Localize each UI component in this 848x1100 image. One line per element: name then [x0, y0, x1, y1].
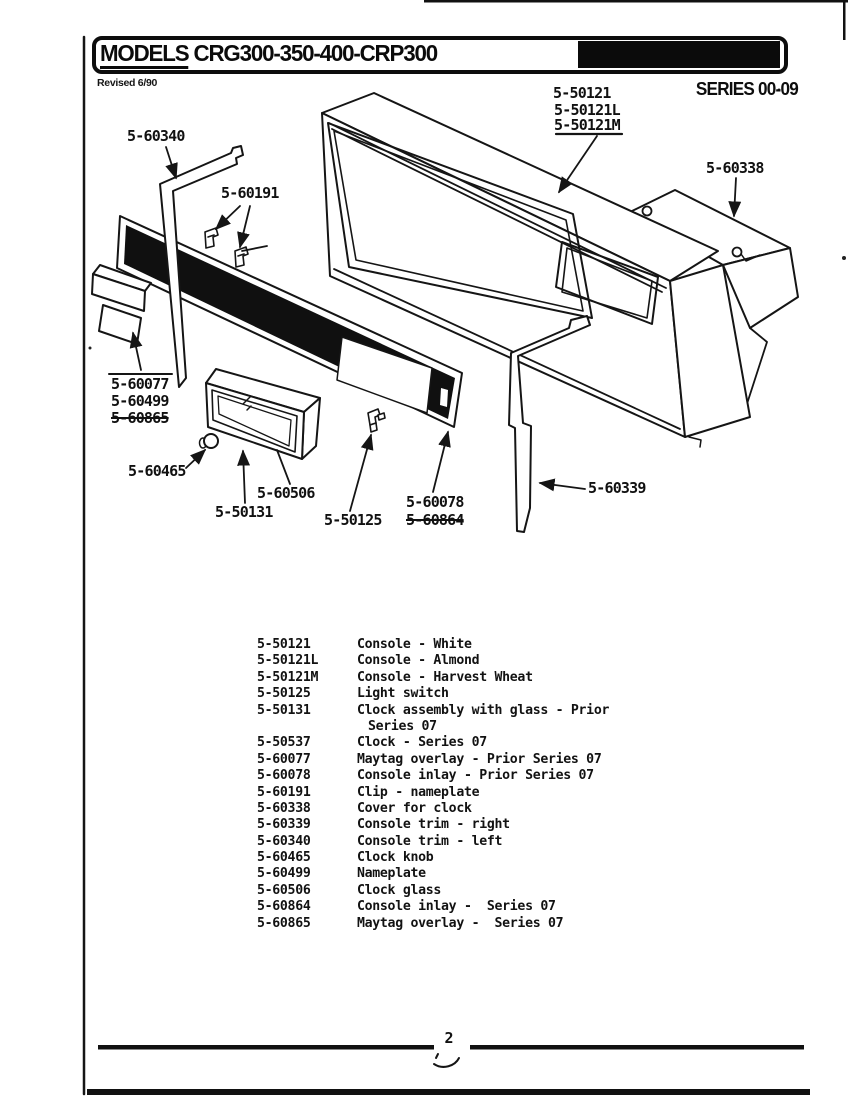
callout-5-60338: 5-60338: [706, 159, 764, 177]
table-row: 5-50131 Clock assembly with glass - Prior: [257, 702, 610, 718]
parts-list: [257, 637, 609, 932]
table-row: 5-60340 Console trim - left: [257, 833, 503, 849]
callout-5-60340: 5-60340: [127, 127, 185, 145]
revised-date: Revised 6/90: [97, 77, 158, 89]
table-row: 5-60078 Console inlay - Prior Series 07: [257, 768, 594, 784]
callout-5-60077: 5-60077: [111, 375, 169, 393]
models-value: CRG300-350-400-CRP300: [193, 40, 437, 66]
table-row: 5-60499 Nameplate: [257, 866, 426, 882]
clock-knob-part: [200, 434, 219, 448]
redacted-black-bar: [578, 41, 780, 68]
table-row: 5-50121M Console - Harvest Wheat: [257, 669, 533, 685]
page-number: 2: [444, 1029, 454, 1047]
callout-5-60499: 5-60499: [111, 392, 169, 410]
table-row: 5-60339 Console trim - right: [257, 817, 510, 833]
callout-5-50121: 5-50121: [553, 84, 611, 102]
callout-5-60465: 5-60465: [128, 462, 186, 480]
callout-5-60339: 5-60339: [588, 479, 646, 497]
callout-5-60865: 5-60865: [111, 409, 169, 427]
table-row-continuation: Series 07: [368, 718, 437, 734]
table-row: 5-50537 Clock - Series 07: [257, 735, 487, 751]
models-label: MODELS: [100, 40, 188, 69]
callout-5-50125: 5-50125: [324, 511, 382, 529]
clock-assembly-part: [206, 369, 320, 459]
callout-5-60078: 5-60078: [406, 493, 464, 511]
page-title: [100, 40, 437, 67]
table-row: 5-60191 Clip - nameplate: [257, 784, 480, 800]
callout-5-60506: 5-60506: [257, 484, 315, 502]
table-row: 5-50121 Console - White: [257, 637, 472, 652]
table-row: 5-60865 Maytag overlay - Series 07: [257, 915, 564, 931]
light-switch-part: [368, 409, 385, 432]
table-row: 5-60077 Maytag overlay - Prior Series 07: [257, 751, 602, 767]
callout-5-50131: 5-50131: [215, 503, 273, 521]
series-label: SERIES 00-09: [695, 79, 798, 99]
callout-5-60864: 5-60864: [406, 511, 464, 529]
table-row: 5-60338 Cover for clock: [257, 800, 472, 816]
callout-5-60191: 5-60191: [221, 184, 279, 202]
table-row: 5-50121L Console - Almond: [257, 653, 480, 669]
table-row: 5-60864 Console inlay - Series 07: [257, 899, 556, 915]
footer-rules: [98, 1045, 804, 1067]
callout-5-50121M: 5-50121M: [554, 116, 620, 134]
table-row: 5-60506 Clock glass: [257, 882, 442, 898]
table-row: 5-50125 Light switch: [257, 686, 449, 702]
table-row: 5-60465 Clock knob: [257, 850, 434, 866]
callout-5-50121L: 5-50121L: [554, 101, 620, 119]
